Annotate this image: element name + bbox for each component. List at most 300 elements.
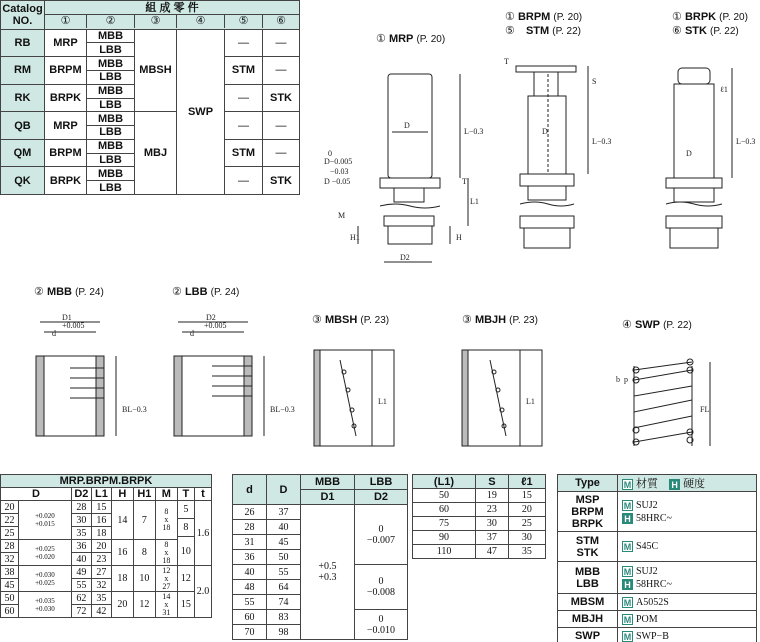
cell: 47 — [476, 545, 509, 559]
caption-name: BRPK — [684, 11, 717, 23]
cell: 75 — [413, 517, 476, 531]
hdr-t: T — [178, 488, 195, 500]
hardness-value: 58HRC~ — [636, 512, 672, 524]
table-row — [413, 489, 546, 503]
value-cell — [618, 562, 757, 594]
part-1: BRPM — [45, 57, 87, 85]
cell: 5 — [178, 501, 194, 519]
cell: 37 — [267, 505, 301, 520]
cell-tol — [19, 501, 72, 540]
hdr-t-group — [177, 488, 211, 501]
cell-t-group — [177, 501, 211, 566]
label-p: p — [624, 375, 628, 384]
catalog-rk: RK — [1, 84, 45, 112]
col-1: ① — [45, 15, 87, 28]
cell: 98 — [267, 625, 301, 640]
part-2b: LBB — [87, 181, 135, 195]
type-cell: MBJH — [558, 611, 618, 628]
table-row — [558, 628, 757, 642]
cell: 90 — [413, 531, 476, 545]
part-5-dash: — — [225, 112, 263, 140]
part-6-stk: STK — [263, 167, 300, 195]
cell: 32 — [1, 553, 19, 566]
caption-name: MRP — [388, 33, 414, 45]
hdr-l1: (L1) — [413, 475, 476, 489]
label-d2-lbb: D2 — [206, 313, 216, 322]
label-tol-003: −0.03 — [330, 167, 349, 176]
no-label: NO. — [12, 14, 33, 27]
hardness-tag-icon: H — [622, 513, 633, 524]
tol-lower: −0.008 — [366, 587, 396, 598]
cell: 62 — [71, 592, 91, 605]
cell: 60 — [1, 605, 19, 618]
caption-page: (P. 22) — [663, 320, 692, 331]
part-2a: MBB — [87, 139, 135, 153]
caption-name: BRPM — [517, 11, 551, 23]
caption-num: ⑥ — [672, 25, 682, 37]
caption-num: ① — [672, 11, 682, 23]
material-tag-icon: M — [623, 500, 632, 511]
cell: 49 — [71, 566, 91, 579]
material-tag-icon: M — [623, 542, 632, 553]
cell: 14 — [111, 501, 133, 540]
part-6-dash: — — [263, 112, 300, 140]
label-t-brpm: T — [504, 57, 509, 66]
label-d2: D2 — [400, 253, 410, 262]
cell: 48 — [233, 580, 267, 595]
hdr-lbb: LBB — [355, 475, 408, 490]
label-tol-mbb: +0.005 — [62, 321, 85, 330]
cell: 15 — [180, 599, 191, 610]
material-value: A5052S — [636, 596, 669, 608]
part-2b: LBB — [87, 43, 135, 57]
tol-upper: 0 — [378, 613, 384, 625]
cell: 25 — [1, 527, 19, 540]
cell-t-group — [177, 566, 211, 618]
label-t: T — [462, 177, 467, 186]
tol-lower: +0.030 — [35, 604, 55, 613]
part-5-stm: STM — [225, 139, 263, 167]
material-table — [557, 474, 757, 642]
cell: 64 — [267, 580, 301, 595]
label-h1: H1 — [350, 233, 360, 242]
label-l1-brpk: ℓ1 — [720, 85, 728, 94]
cell: 40 — [71, 553, 91, 566]
cell-d2-tol — [355, 565, 408, 610]
table-row — [558, 611, 757, 628]
label-d-lbb: d — [190, 329, 194, 338]
caption-num: ① — [505, 11, 515, 23]
cell: 50 — [1, 592, 19, 605]
tol-lower: +0.015 — [35, 520, 55, 528]
part-1: MRP — [45, 29, 87, 57]
catalog-qb: QB — [1, 112, 45, 140]
mrp-drawing — [358, 74, 468, 262]
caption-name: LBB — [184, 286, 208, 298]
table-row — [1, 566, 212, 579]
tol-upper: +0.030 — [35, 570, 55, 579]
hdr-type: Type — [558, 475, 618, 492]
label-d-mrp: D — [404, 121, 410, 130]
caption-brpk — [672, 10, 748, 23]
caption-page: (P. 22) — [710, 26, 739, 37]
cell: 27 — [91, 566, 111, 579]
part-5-dash: — — [225, 167, 263, 195]
caption-num: ③ — [312, 314, 322, 326]
cell: 12 — [178, 566, 194, 592]
caption-name: STK — [684, 25, 707, 37]
cell: 60 — [413, 503, 476, 517]
cell: 20 — [91, 540, 111, 553]
cell: 31 — [233, 535, 267, 550]
table-row — [558, 562, 757, 594]
cell: 42 — [91, 605, 111, 618]
cell: 16 — [111, 540, 133, 566]
tol-lower: −0.007 — [366, 534, 396, 546]
part-6-dash: — — [263, 29, 300, 57]
cell: 18 — [91, 527, 111, 540]
type-cell: SWP — [558, 628, 618, 642]
cell: 35 — [91, 592, 111, 605]
hdr-s: S — [476, 475, 509, 489]
cell-m: 14 x 31 — [155, 592, 177, 618]
cell-d2-tol — [355, 610, 408, 640]
material-tag-icon: M — [623, 566, 632, 577]
cell: 30 — [508, 531, 545, 545]
cell: 35 — [508, 545, 545, 559]
hdr-l1-small: ℓ1 — [508, 475, 545, 489]
label-d-brpk: D — [686, 149, 692, 158]
caption-num: ① — [376, 33, 386, 45]
value-cell — [618, 628, 757, 642]
label-l1: L1 — [470, 197, 479, 206]
cell: 38 — [1, 566, 19, 579]
catalog-rb: RB — [1, 29, 45, 57]
hdr-material: 材質 — [636, 478, 658, 490]
caption-page: (P. 22) — [552, 26, 581, 37]
hdr-d: D — [1, 488, 72, 501]
caption-num: ⑤ — [505, 25, 515, 37]
part-2a: MBB — [87, 112, 135, 126]
label-b: b — [616, 375, 620, 384]
part-2b: LBB — [87, 98, 135, 112]
cell: 45 — [1, 579, 19, 592]
material-value: SWP−B — [636, 630, 669, 642]
part-3-mbsh: MBSH — [135, 29, 177, 112]
cell-tol — [19, 566, 72, 592]
part-1: BRPK — [45, 84, 87, 112]
cell: 26 — [233, 505, 267, 520]
part-6-dash: — — [263, 139, 300, 167]
cell: 20 — [111, 592, 133, 618]
type-cell: MBSM — [558, 594, 618, 611]
caption-page: (P. 20) — [416, 34, 446, 45]
swp-drawing — [633, 359, 710, 446]
cell: 28 — [1, 540, 19, 553]
material-tag-icon: M — [623, 614, 632, 625]
cell: 16 — [91, 514, 111, 527]
col-4: ④ — [177, 15, 225, 28]
part-4-swp: SWP — [177, 29, 225, 194]
cell: 36 — [233, 550, 267, 565]
cell: 20 — [1, 501, 19, 514]
caption-name: MBB — [46, 286, 72, 298]
part-1: BRPK — [45, 167, 87, 195]
tol-upper: +0.5 — [318, 561, 337, 572]
material-value: SUJ2 — [636, 565, 658, 577]
cell-tol — [19, 540, 72, 566]
label-l1-mbsh: L1 — [378, 397, 387, 406]
parts-header — [45, 1, 300, 30]
combination-table — [0, 0, 300, 195]
cell: 40 — [267, 520, 301, 535]
parts-label: 組 成 零 件 — [45, 2, 299, 15]
table-row — [413, 531, 546, 545]
cell-d1-tol — [301, 505, 355, 640]
col-3: ③ — [135, 15, 177, 28]
cell: 36 — [71, 540, 91, 553]
brpk-drawing — [666, 68, 732, 248]
part-2a: MBB — [87, 57, 135, 71]
hardness-tag-icon: H — [669, 479, 680, 490]
hdr-h1: H1 — [133, 488, 155, 501]
dimension-table — [0, 474, 212, 618]
lbb-drawing — [174, 322, 264, 436]
cell: 19 — [476, 489, 509, 503]
cell-tol — [19, 592, 72, 618]
table-row — [413, 503, 546, 517]
bushing-drawings — [0, 300, 760, 460]
col-2: ② — [87, 15, 135, 28]
type-cell: MBB LBB — [558, 562, 618, 594]
cell: 23 — [91, 553, 111, 566]
cell: 110 — [413, 545, 476, 559]
catalog-label: Catalog — [2, 2, 43, 15]
caption-page: (P. 24) — [75, 287, 104, 298]
label-tol-005: D −0.05 — [324, 177, 351, 186]
material-value: POM — [636, 613, 658, 625]
hdr-d1: D1 — [301, 490, 355, 505]
cell-d2-tol — [355, 505, 408, 565]
table-row — [413, 545, 546, 559]
cell: 55 — [71, 579, 91, 592]
label-tol-lbb: +0.005 — [204, 321, 227, 330]
label-l-brpk: L−0.3 — [736, 137, 756, 146]
caption-name: SWP — [634, 319, 660, 331]
caption-num: ② — [34, 286, 44, 298]
cell: 32 — [91, 579, 111, 592]
hardness-tag-icon: H — [622, 579, 633, 590]
cell: 20 — [508, 503, 545, 517]
cell: 7 — [133, 501, 155, 540]
caption-stk — [672, 24, 739, 37]
hdr-d: d — [233, 475, 267, 505]
tol-upper: +0.020 — [35, 512, 55, 520]
cell: 23 — [476, 503, 509, 517]
label-tol-d: 0 — [328, 149, 332, 158]
table-row — [413, 517, 546, 531]
cell: 40 — [233, 565, 267, 580]
tol-lower: +0.020 — [35, 552, 55, 561]
type-cell: STM STK — [558, 532, 618, 562]
cell: 83 — [267, 610, 301, 625]
cell: 35 — [71, 527, 91, 540]
material-value: S45C — [636, 541, 659, 552]
cell: 30 — [71, 514, 91, 527]
hdr-h: H — [111, 488, 133, 501]
cell: 55 — [233, 595, 267, 610]
cell: 1.6 — [196, 527, 210, 539]
caption-page: (P. 23) — [360, 315, 390, 326]
caption-page: (P. 20) — [719, 12, 748, 23]
label-h: H — [456, 233, 462, 242]
hdr-l1: L1 — [91, 488, 111, 501]
hardness-value: 58HRC~ — [636, 578, 672, 590]
caption-lbb — [172, 285, 239, 298]
value-cell — [618, 611, 757, 628]
tol-lower: −0.010 — [366, 624, 396, 636]
part-2b: LBB — [87, 70, 135, 84]
table-row — [558, 594, 757, 611]
label-s-brpm: S — [592, 77, 597, 86]
label-d-mbb: d — [52, 329, 56, 338]
hdr-d2: D2 — [355, 490, 408, 505]
cell: 8 — [133, 540, 155, 566]
caption-name: MBSH — [324, 314, 358, 326]
type-cell: MSP BRPM BRPK — [558, 492, 618, 532]
cell-m: 12 x 27 — [155, 566, 177, 592]
cell-m: 8 x 18 — [155, 501, 177, 540]
part-2b: LBB — [87, 153, 135, 167]
cell: 55 — [267, 565, 301, 580]
label-d1-mbb: D1 — [62, 313, 72, 322]
label-bl-lbb: BL−0.3 — [270, 405, 295, 414]
label-d-brpm: D — [542, 127, 548, 136]
caption-brpm — [505, 10, 582, 23]
pin-drawings — [320, 44, 760, 276]
part-3-mbj: MBJ — [135, 112, 177, 195]
cell: 10 — [180, 545, 191, 557]
material-tag-icon: M — [623, 479, 632, 490]
label-l-brpm: L−0.3 — [592, 137, 612, 146]
table-row — [558, 532, 757, 562]
part-6-dash: — — [263, 57, 300, 85]
hdr-d2: D2 — [71, 488, 91, 501]
catalog-header — [1, 1, 45, 30]
tol-upper: 0 — [378, 523, 384, 535]
cell: 74 — [267, 595, 301, 610]
caption-name: STM — [525, 25, 550, 37]
tol-lower: +0.025 — [35, 578, 55, 587]
caption-stm — [505, 24, 581, 37]
cell: 25 — [508, 517, 545, 531]
cell: 72 — [71, 605, 91, 618]
caption-page: (P. 24) — [210, 287, 240, 298]
part-1: MRP — [45, 112, 87, 140]
value-cell — [618, 594, 757, 611]
material-tag-icon: M — [623, 597, 632, 608]
col-6: ⑥ — [276, 14, 286, 27]
caption-mbb — [34, 285, 104, 298]
cell: 50 — [413, 489, 476, 503]
cell: 8 — [178, 519, 194, 537]
tol-upper: 0 — [378, 576, 384, 587]
hdr-m: M — [155, 488, 177, 501]
caption-name: MBJH — [474, 314, 507, 326]
label-l1-mbjh: L1 — [526, 397, 535, 406]
cell: 15 — [91, 501, 111, 514]
caption-num: ② — [172, 286, 182, 298]
catalog-rm: RM — [1, 57, 45, 85]
part-6-stk: STK — [263, 84, 300, 112]
parts-column-numbers — [45, 15, 299, 28]
catalog-qk: QK — [1, 167, 45, 195]
cell: 22 — [1, 514, 19, 527]
part-5-dash: — — [225, 29, 263, 57]
hdr-dd: D — [267, 475, 301, 505]
hdr-material-hardness — [618, 475, 757, 492]
label-tol-d2: D−0.005 — [324, 157, 353, 166]
table-row — [233, 505, 408, 520]
brpm-drawing — [516, 66, 588, 248]
table-row — [558, 492, 757, 532]
label-l: L−0.3 — [464, 127, 484, 136]
caption-page: (P. 20) — [553, 12, 583, 23]
cell: 12 — [133, 592, 155, 618]
dim-table-title: MRP.BRPM.BRPK — [1, 475, 212, 488]
label-fl: FL — [700, 405, 710, 414]
mbb-drawing — [36, 322, 116, 436]
part-2a: MBB — [87, 29, 135, 43]
cell: 2.0 — [196, 586, 210, 597]
length-table — [412, 474, 546, 559]
tol-upper: +0.025 — [35, 544, 55, 553]
table-row — [1, 501, 212, 514]
cell: 60 — [233, 610, 267, 625]
hdr-tt: t — [201, 488, 205, 500]
part-1: BRPM — [45, 139, 87, 167]
part-2a: MBB — [87, 84, 135, 98]
cell: 45 — [267, 535, 301, 550]
cell: 37 — [476, 531, 509, 545]
value-cell — [618, 492, 757, 532]
cell: 10 — [133, 566, 155, 592]
cell: 28 — [233, 520, 267, 535]
hdr-mbb: MBB — [301, 475, 355, 490]
col-5: ⑤ — [225, 15, 263, 28]
label-bl-mbb: BL−0.3 — [122, 405, 147, 414]
cell: 70 — [233, 625, 267, 640]
bushing-dim-table — [232, 474, 408, 640]
cell: 15 — [508, 489, 545, 503]
part-5-stm: STM — [225, 57, 263, 85]
cell: 50 — [267, 550, 301, 565]
part-2b: LBB — [87, 126, 135, 140]
value-cell — [618, 532, 757, 562]
caption-num: ④ — [622, 319, 632, 331]
material-value: SUJ2 — [636, 499, 658, 511]
tol-lower: +0.3 — [318, 572, 337, 583]
cell-m: 8 x 18 — [155, 540, 177, 566]
caption-num: ③ — [462, 314, 472, 326]
cell: 18 — [111, 566, 133, 592]
part-5-dash: — — [225, 84, 263, 112]
catalog-qm: QM — [1, 139, 45, 167]
cell: 30 — [476, 517, 509, 531]
cell: 28 — [71, 501, 91, 514]
tol-upper: +0.035 — [35, 596, 55, 605]
label-m: M — [338, 211, 346, 220]
